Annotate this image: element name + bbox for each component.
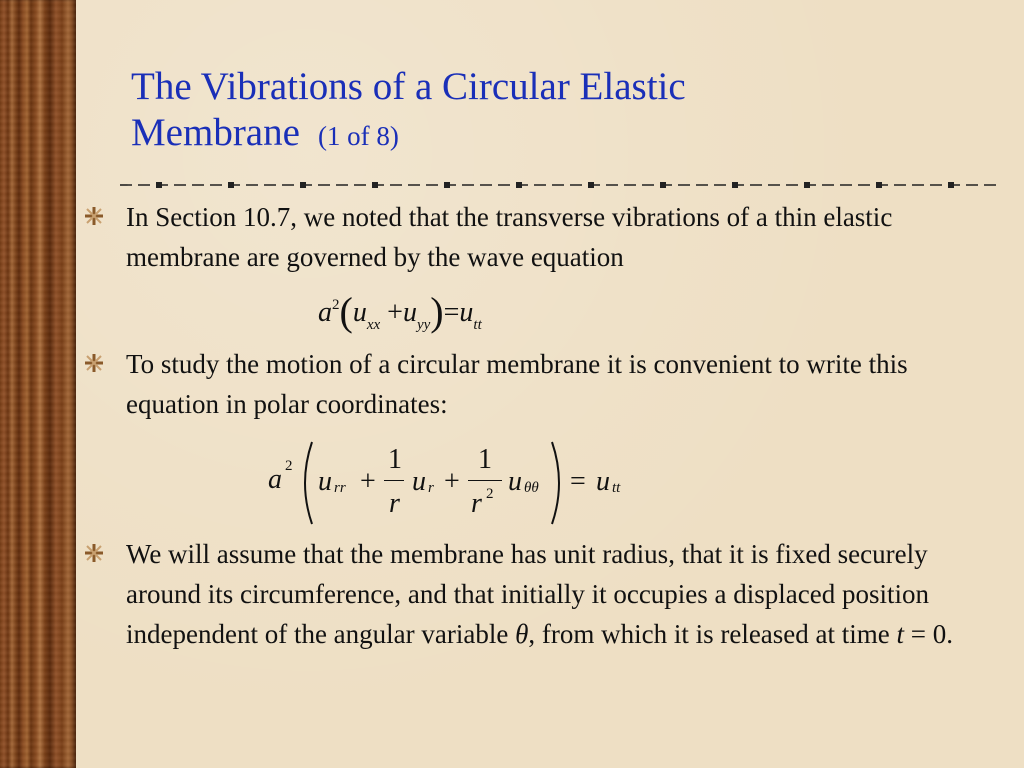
bullet-star-icon [84,543,104,563]
title-part-indicator: (1 of 8) [317,121,399,151]
eq2-equals: = [570,466,586,497]
wave-equation [318,284,482,334]
title-line-2 [131,110,931,159]
eq2-a: a [268,464,282,495]
title-line-1: The Vibrations of a Circular Elastic [131,65,686,108]
eq2-sub-tt: tt [612,480,621,496]
bullet-2 [84,344,994,424]
bullet-2-text: To study the motion of a circular membrane it is convenient to write this equation in polar coordinates: [126,349,908,419]
eq2-u4: u [596,466,610,497]
bullet-3-part-2: , from which it is released at time [528,619,897,649]
eq2-r1: r [389,488,400,519]
eq-u2: u [402,297,417,328]
bullet-star-icon [84,206,104,226]
eq2-plus1: + [360,466,376,497]
eq-equals: = [443,297,460,328]
eq-u1: u [352,297,367,328]
wood-border [0,0,76,768]
eq2-one2: 1 [478,444,492,475]
eq2-rexp: 2 [486,486,494,502]
eq2-r2: r [471,488,482,519]
bullet-3-t: t [896,619,905,649]
eq2-plus2: + [444,466,460,497]
eq-exp: 2 [332,297,340,313]
bullet-3-text [126,534,994,654]
eq-sub-xx: xx [366,317,381,333]
left-paren: ( [339,289,353,334]
eq2-right-paren [548,440,568,526]
eq2-u1: u [318,466,332,497]
eq2-u2: u [412,466,426,497]
bullet-1 [84,197,994,277]
bullet-star-icon [84,353,104,373]
eq2-sub-rr: rr [334,480,346,496]
eq-plus: + [387,297,403,328]
eq2-sub-r: r [428,480,434,496]
eq2-one1: 1 [388,444,402,475]
bullet-3-part-3: = 0. [904,619,953,649]
eq2-sub-thetatheta: θθ [524,480,539,496]
eq2-exp: 2 [285,458,293,474]
eq2-fraction-bar-2 [468,480,502,481]
bullet-1-text: In Section 10.7, we noted that the transverse vibrations of a thin elastic membrane are governed by the wave equation [126,202,893,272]
title-word: Membrane [131,111,300,154]
bullet-3-part-1: We will assume that the membrane has unit radius, that it is fixed securely around its circumference, and that initially it occupies a displaced position independent of the angular variable [126,539,929,649]
eq-sub-yy: yy [416,317,431,333]
eq2-u3: u [508,466,522,497]
polar-equation [268,436,668,526]
bullet-3-theta: θ [515,619,529,649]
eq-sub-tt: tt [473,317,482,333]
right-paren: ) [430,289,444,334]
eq2-left-paren [296,440,316,526]
slide-title [131,64,931,159]
eq-a: a [318,297,332,328]
eq2-fraction-bar-1 [384,480,404,481]
bullet-3 [84,534,994,654]
title-divider [120,180,1000,190]
eq-u3: u [459,297,474,328]
